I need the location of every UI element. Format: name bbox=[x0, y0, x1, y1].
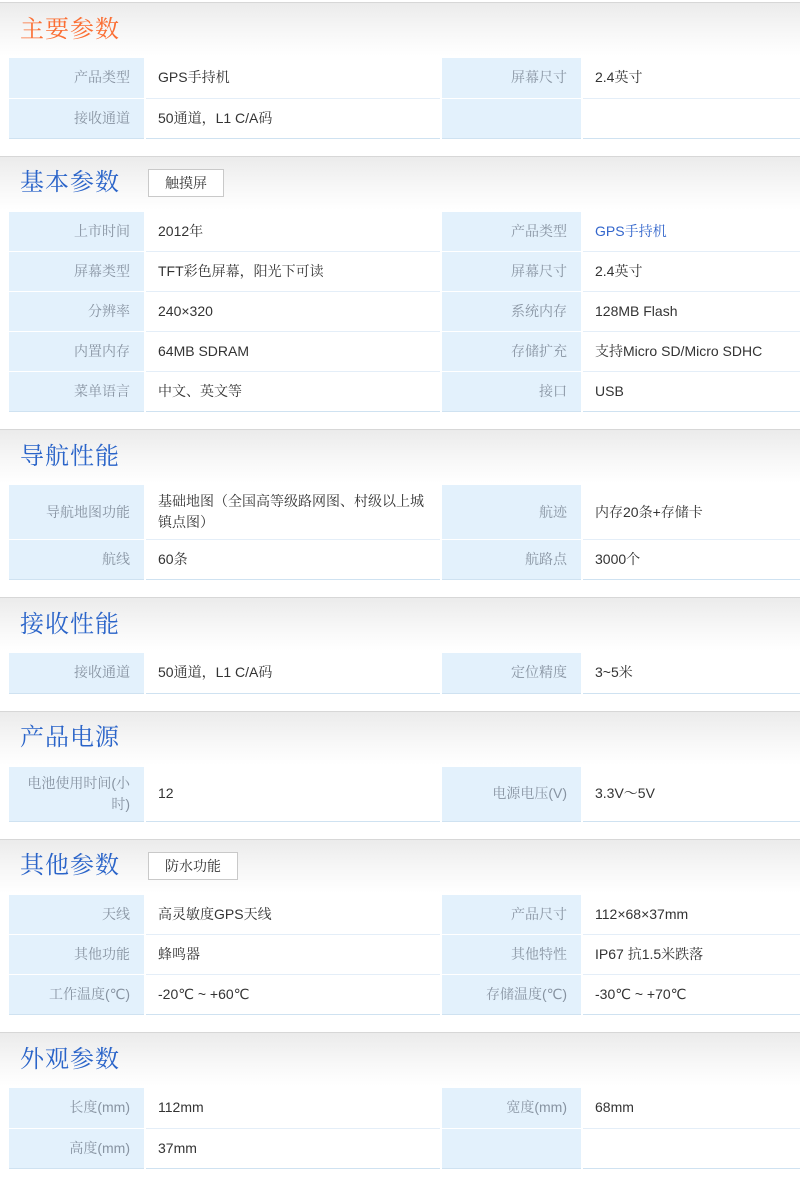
spec-label: 宽度(mm) bbox=[441, 1088, 582, 1128]
table-row bbox=[8, 98, 800, 138]
table-row bbox=[8, 252, 800, 292]
spec-value bbox=[582, 212, 800, 252]
spec-value: 12 bbox=[145, 767, 441, 822]
spec-label: 其他特性 bbox=[441, 935, 582, 975]
spec-label: 接收通道 bbox=[8, 653, 145, 693]
spec-label: 工作温度(℃) bbox=[8, 975, 145, 1015]
section-power bbox=[0, 711, 800, 822]
spec-value: 64MB SDRAM bbox=[145, 332, 441, 372]
table-row bbox=[8, 540, 800, 580]
section-main-params bbox=[0, 2, 800, 139]
spec-label: 系统内存 bbox=[441, 292, 582, 332]
spec-label: 定位精度 bbox=[441, 653, 582, 693]
section-other-params bbox=[0, 839, 800, 1016]
section-title: 接收性能 bbox=[20, 610, 120, 638]
section-title: 主要参数 bbox=[20, 15, 120, 43]
spec-label bbox=[441, 98, 582, 138]
table-row bbox=[8, 653, 800, 693]
section-header bbox=[0, 156, 800, 210]
spec-label: 存储温度(℃) bbox=[441, 975, 582, 1015]
spec-label: 屏幕类型 bbox=[8, 252, 145, 292]
section-header bbox=[0, 1032, 800, 1086]
table-row bbox=[8, 935, 800, 975]
spec-table bbox=[7, 58, 800, 139]
spec-value: 高灵敏度GPS天线 bbox=[145, 895, 441, 935]
section-title: 其他参数 bbox=[20, 852, 120, 879]
spec-label: 产品类型 bbox=[441, 212, 582, 252]
spec-value: 112mm bbox=[145, 1088, 441, 1128]
section-header bbox=[0, 839, 800, 893]
spec-label: 内置内存 bbox=[8, 332, 145, 372]
table-row bbox=[8, 212, 800, 252]
spec-value: 基础地图（全国高等级路网图、村级以上城镇点图） bbox=[145, 485, 441, 540]
spec-label: 存储扩充 bbox=[441, 332, 582, 372]
spec-table bbox=[7, 895, 800, 1016]
section-header bbox=[0, 597, 800, 651]
spec-value: 50通道，L1 C/A码 bbox=[145, 98, 441, 138]
product-type-link[interactable]: GPS手持机 bbox=[595, 222, 667, 239]
spec-value: 60条 bbox=[145, 540, 441, 580]
spec-label: 电池使用时间(小时) bbox=[8, 767, 145, 822]
spec-label: 电源电压(V) bbox=[441, 767, 582, 822]
table-row bbox=[8, 895, 800, 935]
spec-label bbox=[441, 1128, 582, 1168]
spec-label: 接收通道 bbox=[8, 98, 145, 138]
table-row bbox=[8, 1088, 800, 1128]
section-header bbox=[0, 429, 800, 483]
touchscreen-tag-button[interactable]: 触摸屏 bbox=[148, 169, 224, 197]
section-title: 导航性能 bbox=[20, 442, 120, 470]
spec-value: 68mm bbox=[582, 1088, 800, 1128]
table-row bbox=[8, 485, 800, 540]
spec-label: 其他功能 bbox=[8, 935, 145, 975]
spec-label: 天线 bbox=[8, 895, 145, 935]
spec-value: 支持Micro SD/Micro SDHC bbox=[582, 332, 800, 372]
spec-value: -30℃ ~ +70℃ bbox=[582, 975, 800, 1015]
spec-value: 240×320 bbox=[145, 292, 441, 332]
spec-value: 2.4英寸 bbox=[582, 58, 800, 98]
section-title: 产品电源 bbox=[20, 724, 120, 751]
spec-table bbox=[7, 767, 800, 822]
spec-label: 上市时间 bbox=[8, 212, 145, 252]
section-title: 外观参数 bbox=[20, 1045, 120, 1073]
spec-label: 高度(mm) bbox=[8, 1128, 145, 1168]
table-row bbox=[8, 372, 800, 412]
spec-table bbox=[7, 485, 800, 580]
spec-label: 长度(mm) bbox=[8, 1088, 145, 1128]
spec-label: 产品类型 bbox=[8, 58, 145, 98]
spec-value: IP67 抗1.5米跌落 bbox=[582, 935, 800, 975]
spec-value: 2012年 bbox=[145, 212, 441, 252]
spec-value: USB bbox=[582, 372, 800, 412]
spec-table bbox=[7, 653, 800, 694]
spec-value: 3~5米 bbox=[582, 653, 800, 693]
spec-value: GPS手持机 bbox=[145, 58, 441, 98]
spec-label: 分辨率 bbox=[8, 292, 145, 332]
section-receiving bbox=[0, 597, 800, 694]
section-basic-params bbox=[0, 156, 800, 413]
section-title: 基本参数 bbox=[20, 169, 120, 196]
table-row bbox=[8, 58, 800, 98]
spec-value: 蜂鸣器 bbox=[145, 935, 441, 975]
spec-value: 3000个 bbox=[582, 540, 800, 580]
spec-label: 产品尺寸 bbox=[441, 895, 582, 935]
spec-label: 航线 bbox=[8, 540, 145, 580]
spec-label: 菜单语言 bbox=[8, 372, 145, 412]
table-row bbox=[8, 332, 800, 372]
table-row bbox=[8, 767, 800, 822]
section-header bbox=[0, 2, 800, 56]
spec-label: 屏幕尺寸 bbox=[441, 58, 582, 98]
section-appearance bbox=[0, 1032, 800, 1169]
spec-value bbox=[582, 98, 800, 138]
waterproof-tag-button[interactable]: 防水功能 bbox=[148, 852, 238, 880]
spec-label: 接口 bbox=[441, 372, 582, 412]
spec-value: 中文、英文等 bbox=[145, 372, 441, 412]
spec-table bbox=[7, 1088, 800, 1169]
spec-value: 2.4英寸 bbox=[582, 252, 800, 292]
spec-value: -20℃ ~ +60℃ bbox=[145, 975, 441, 1015]
spec-value: 112×68×37mm bbox=[582, 895, 800, 935]
spec-value: 3.3V～5V bbox=[582, 767, 800, 822]
spec-label: 屏幕尺寸 bbox=[441, 252, 582, 292]
table-row bbox=[8, 975, 800, 1015]
spec-value: 内存20条+存储卡 bbox=[582, 485, 800, 540]
spec-value bbox=[582, 1128, 800, 1168]
spec-table bbox=[7, 212, 800, 413]
spec-value: 128MB Flash bbox=[582, 292, 800, 332]
spec-label: 导航地图功能 bbox=[8, 485, 145, 540]
spec-value: 37mm bbox=[145, 1128, 441, 1168]
spec-value: 50通道，L1 C/A码 bbox=[145, 653, 441, 693]
spec-value: TFT彩色屏幕，阳光下可读 bbox=[145, 252, 441, 292]
spec-label: 航迹 bbox=[441, 485, 582, 540]
section-navigation bbox=[0, 429, 800, 580]
section-header bbox=[0, 711, 800, 765]
spec-label: 航路点 bbox=[441, 540, 582, 580]
table-row bbox=[8, 1128, 800, 1168]
table-row bbox=[8, 292, 800, 332]
